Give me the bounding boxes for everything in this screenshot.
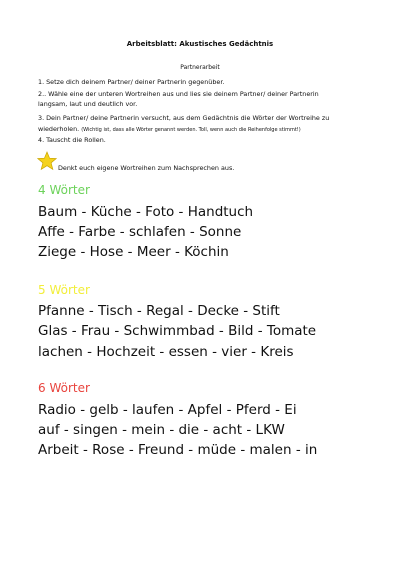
- instruction-step-1: 1. Setze dich deinem Partner/ deiner Partnerin gegenüber.: [38, 78, 225, 86]
- word-row: auf - singen - mein - die - acht - LKW: [38, 422, 285, 438]
- word-row: Ziege - Hose - Meer - Köchin: [38, 244, 229, 260]
- instruction-step-2a: 2.. Wähle eine der unteren Wortreihen aus und lies sie deinem Partner/ deiner Partnerin: [38, 90, 319, 98]
- section-title-4-words: 4 Wörter: [38, 183, 90, 197]
- instruction-step-3-note: (Wichtig ist, dass alle Wörter genannt werden. Toll, wenn auch die Reihenfolge stimmt!): [81, 127, 301, 133]
- instruction-step-3-line2: [38, 124, 378, 136]
- word-row: Arbeit - Rose - Freund - müde - malen - in: [38, 442, 318, 458]
- hint-text: Denkt euch eigene Wortreihen zum Nachsprechen aus.: [58, 164, 235, 172]
- instruction-step-4: 4. Tauscht die Rollen.: [38, 136, 106, 144]
- instruction-step-3a: 3. Dein Partner/ deine Partnerin versucht, aus dem Gedächtnis die Wörter der Wortreihe zu: [38, 114, 330, 122]
- word-row: Pfanne - Tisch - Regal - Decke - Stift: [38, 303, 280, 319]
- page-title: Arbeitsblatt: Akustisches Gedächtnis: [126, 40, 274, 48]
- word-row: Radio - gelb - laufen - Apfel - Pferd - Ei: [38, 402, 297, 418]
- word-row: Glas - Frau - Schwimmbad - Bild - Tomate: [38, 323, 317, 339]
- instruction-step-3b: wiederholen.: [38, 125, 80, 133]
- section-title-6-words: 6 Wörter: [38, 381, 90, 395]
- word-row: Affe - Farbe - schlafen - Sonne: [38, 224, 242, 240]
- page-subtitle: Partnerarbeit: [180, 64, 220, 71]
- instruction-step-2b: langsam, laut und deutlich vor.: [38, 100, 138, 108]
- word-row: lachen - Hochzeit - essen - vier - Kreis: [38, 344, 294, 360]
- word-row: Baum - Küche - Foto - Handtuch: [38, 204, 254, 220]
- section-title-5-words: 5 Wörter: [38, 283, 90, 297]
- star-icon: [37, 151, 57, 171]
